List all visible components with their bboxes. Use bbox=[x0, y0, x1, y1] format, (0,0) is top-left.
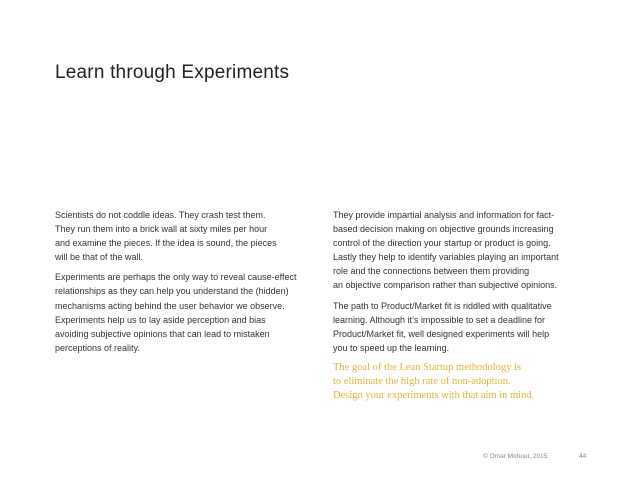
left-column bbox=[55, 208, 307, 361]
left-paragraph-2: Experiments are perhaps the only way to reveal cause-effect relationships as they can help you understand the (hidden) mechanisms acting behind the user behavior we observe. Experiments help us to lay aside perception and bias avoiding subjective opinions that can lead to mistaken perceptions of reality. bbox=[55, 272, 297, 353]
highlight-quote: The goal of the Lean Startup methodology is to eliminate the high rate of non-adoption. Design your experiments with that aim in mind. bbox=[333, 361, 535, 402]
footer-copyright: © Omar Mohout, 2015 bbox=[483, 453, 548, 460]
right-paragraph-2: The path to Product/Market fit is riddled with qualitative learning. Although it’s impossible to set a deadline for Product/Market fit, well designed experiments will help you to speed up the learning. bbox=[333, 300, 552, 353]
right-column bbox=[333, 208, 589, 410]
right-paragraph-1: They provide impartial analysis and information for fact- based decision making on objective grounds increasing control of the direction your startup or product is going. Lastly they help to identify variables playing an important role and the connections between them providing an objective comparison rather than subjective opinions. bbox=[333, 210, 559, 291]
slide-title: Learn through Experiments bbox=[55, 62, 290, 83]
left-paragraph-1: Scientists do not coddle ideas. They crash test them. They run them into a brick wall at sixty miles per hour and examine the pieces. If the idea is sound, the pieces will be that of the wall. bbox=[55, 210, 277, 263]
page-number: 44 bbox=[579, 453, 587, 460]
